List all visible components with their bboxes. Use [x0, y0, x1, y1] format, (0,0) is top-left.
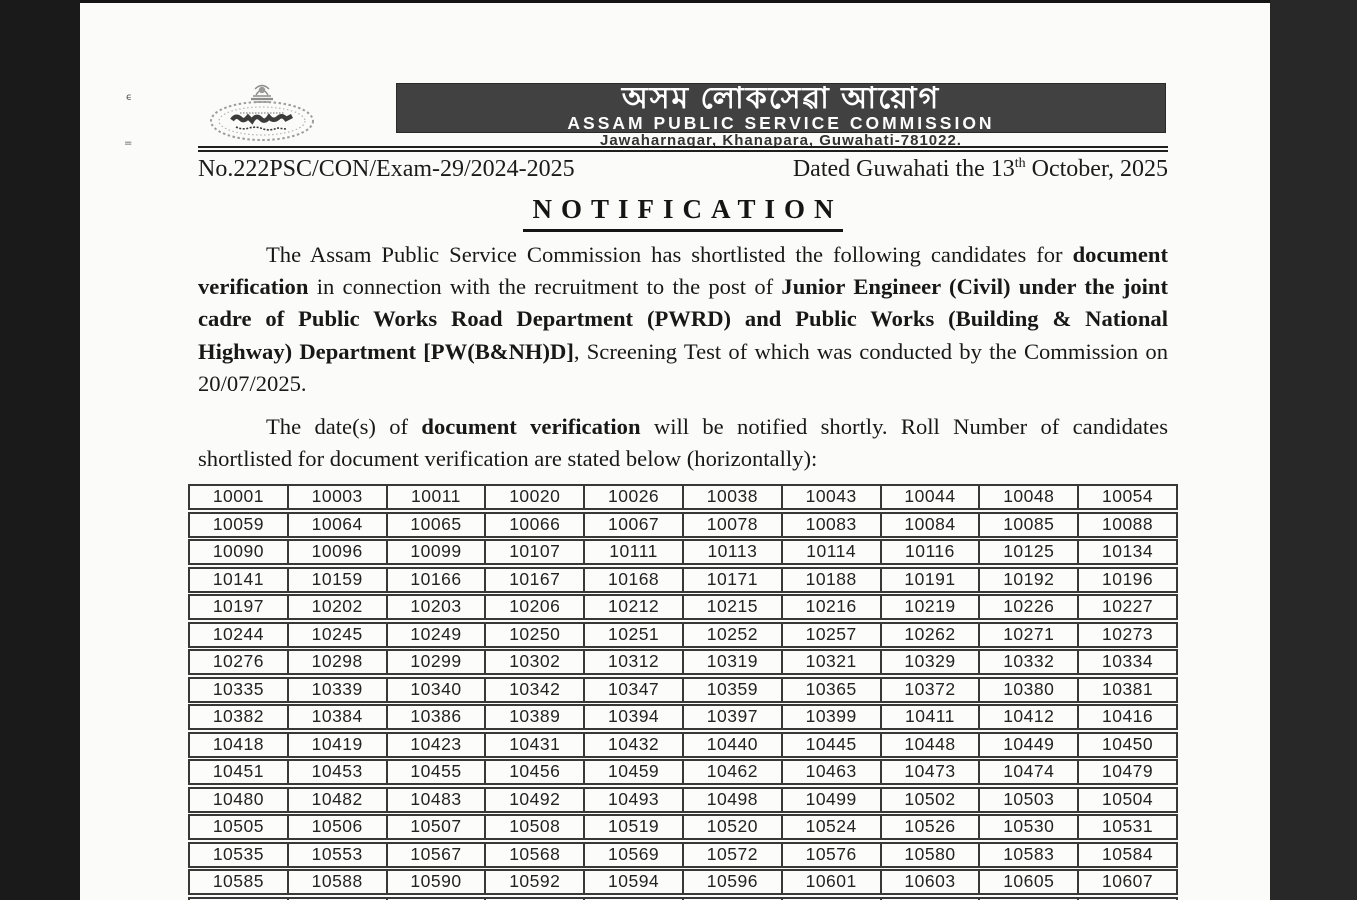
roll-number-cell: 10134: [1101, 541, 1154, 561]
roll-number-cell: 10594: [585, 871, 684, 893]
roll-number-cell: 10380: [980, 679, 1079, 701]
table-row: [188, 759, 1178, 785]
roll-number-cell: 10203: [388, 596, 487, 618]
roll-number-cell: 10479: [1101, 761, 1154, 781]
roll-number-cell: 10416: [1101, 706, 1154, 726]
roll-number-cell: 10462: [684, 761, 783, 783]
table-row: [188, 732, 1178, 758]
roll-number-cell: 10276: [190, 651, 289, 673]
notification-paragraph-1: [198, 239, 1168, 400]
roll-number-cell: 10365: [783, 679, 882, 701]
roll-number-cell: 10167: [486, 569, 585, 591]
header-divider: [198, 146, 1168, 152]
text-segment: The Assam Public Service Commission has shortlisted the following candidates for: [266, 242, 1073, 267]
roll-number-cell: 10498: [684, 789, 783, 811]
table-row: [188, 787, 1178, 813]
roll-number-cell: 10011: [388, 486, 487, 508]
roll-number-cell: 10067: [585, 514, 684, 536]
left-black-margin: [0, 0, 80, 900]
roll-number-cell: 10445: [783, 734, 882, 756]
table-row: [188, 484, 1178, 510]
roll-number-cell: 10453: [289, 761, 388, 783]
roll-number-cell: 10064: [289, 514, 388, 536]
roll-number-cell: 10088: [1101, 513, 1154, 534]
table-row: [188, 567, 1178, 593]
roll-number-cell: 10585: [190, 871, 289, 893]
roll-number-cell: 10431: [486, 734, 585, 756]
commission-banner: [396, 83, 1166, 133]
roll-number-cell: 10206: [486, 596, 585, 618]
roll-number-cell: 10262: [882, 624, 981, 646]
roll-number-cell: 10188: [783, 569, 882, 591]
roll-number-cell: 10090: [190, 541, 289, 563]
roll-number-cell: 10312: [585, 651, 684, 673]
roll-number-cell: 10244: [190, 624, 289, 646]
roll-number-cell: 10329: [882, 651, 981, 673]
roll-number-cell: 10212: [585, 596, 684, 618]
text-segment: , Screening Test of which was conducted by the Commission on 20/07/2025.: [198, 338, 1168, 396]
roll-number-cell: 10107: [486, 541, 585, 563]
roll-number-cell: 10332: [980, 651, 1079, 673]
table-row: [188, 704, 1178, 730]
roll-number-cell: 10347: [585, 679, 684, 701]
roll-number-cell: 10505: [190, 816, 289, 838]
roll-number-cell: 10048: [980, 486, 1079, 508]
roll-number-cell: 10026: [585, 486, 684, 508]
org-name-assamese: অসম লোকসেৱা আয়োগ: [621, 82, 941, 115]
roll-number-cell: 10335: [190, 679, 289, 701]
roll-number-cell: 10411: [882, 706, 981, 728]
roll-number-cell: 10605: [980, 871, 1079, 893]
roll-number-cell: 10397: [684, 706, 783, 728]
roll-number-cell: 10483: [388, 789, 487, 811]
roll-number-cell: 10499: [783, 789, 882, 811]
roll-number-cell: 10456: [486, 761, 585, 783]
roll-number-cell: 10319: [684, 651, 783, 673]
roll-number-cell: 10085: [980, 514, 1079, 536]
table-row: [188, 677, 1178, 703]
roll-number-cell: 10530: [980, 816, 1079, 838]
document-page: [80, 3, 1270, 900]
roll-number-cell: 10083: [783, 514, 882, 536]
roll-number-cell: 10065: [388, 514, 487, 536]
roll-number-cell: 10044: [882, 486, 981, 508]
roll-number-cell: 10531: [1101, 816, 1154, 836]
roll-number-cell: 10054: [1101, 486, 1154, 506]
right-black-margin: [1270, 0, 1357, 900]
roll-number-cell: 10250: [486, 624, 585, 646]
roll-number-cell: 10340: [388, 679, 487, 701]
roll-number-cell: 10507: [388, 816, 487, 838]
roll-number-cell: 10603: [882, 871, 981, 893]
roll-number-cell: 10394: [585, 706, 684, 728]
org-name-english: ASSAM PUBLIC SERVICE COMMISSION: [567, 113, 995, 133]
roll-number-cell: 10580: [882, 844, 981, 866]
roll-number-cell: 10432: [585, 734, 684, 756]
roll-number-cell: 10482: [289, 789, 388, 811]
roll-number-cell: 10226: [980, 596, 1079, 618]
text-segment: The date(s) of: [266, 414, 422, 439]
roll-number-cell: 10607: [1101, 871, 1154, 891]
table-row: [188, 539, 1178, 565]
roll-number-cell: 10508: [486, 816, 585, 838]
reference-row: [198, 155, 1168, 183]
roll-number-cell: 10389: [486, 706, 585, 728]
roll-number-cell: 10216: [783, 596, 882, 618]
roll-number-cell: 10418: [190, 734, 289, 756]
roll-number-cell: 10526: [882, 816, 981, 838]
roll-number-cell: 10302: [486, 651, 585, 673]
roll-number-cell: 10299: [388, 651, 487, 673]
roll-number-cell: 10059: [190, 514, 289, 536]
roll-number-cell: 10245: [289, 624, 388, 646]
scan-speck: =: [124, 138, 133, 149]
roll-number-cell: 10588: [289, 871, 388, 893]
roll-number-cell: 10342: [486, 679, 585, 701]
roll-number-cell: 10192: [980, 569, 1079, 591]
notification-date: [793, 155, 1168, 183]
roll-number-cell: 10043: [783, 486, 882, 508]
roll-number-cell: 10386: [388, 706, 487, 728]
table-row: [188, 512, 1178, 538]
table-row: [188, 622, 1178, 648]
roll-number-cell: 10493: [585, 789, 684, 811]
org-address: Jawaharnagar, Khanapara, Guwahati-781022.: [600, 132, 962, 149]
notification-paragraph-2: [198, 411, 1168, 475]
roll-number-cell: 10567: [388, 844, 487, 866]
roll-number-cell: 10459: [585, 761, 684, 783]
roll-number-cell: 10197: [190, 596, 289, 618]
roll-number-cell: 10125: [980, 541, 1079, 563]
bold-text-segment: document verification: [198, 242, 1168, 300]
roll-number-cell: 10359: [684, 679, 783, 701]
roll-number-cell: 10113: [684, 541, 783, 563]
table-row: [188, 869, 1178, 895]
assam-psc-emblem-icon: [206, 81, 318, 143]
date-text: Dated Guwahati the 13: [792, 156, 1015, 182]
roll-number-cell: 10572: [684, 844, 783, 866]
roll-number-cell: 10166: [388, 569, 487, 591]
roll-number-cell: 10191: [882, 569, 981, 591]
roll-number-cell: 10078: [684, 514, 783, 536]
roll-number-cell: 10202: [289, 596, 388, 618]
title-row: [198, 194, 1168, 232]
roll-number-cell: 10020: [486, 486, 585, 508]
roll-number-cell: 10227: [1101, 596, 1154, 616]
roll-number-cell: 10334: [1101, 651, 1154, 671]
reference-number: No.222PSC/CON/Exam-29/2024-2025: [198, 156, 575, 182]
roll-number-cell: 10503: [980, 789, 1079, 811]
roll-number-cell: 10372: [882, 679, 981, 701]
page-title: NOTIFICATION: [523, 194, 842, 232]
roll-number-cell: 10096: [289, 541, 388, 563]
roll-number-cell: 10159: [289, 569, 388, 591]
roll-number-cell: 10271: [980, 624, 1079, 646]
roll-number-cell: 10215: [684, 596, 783, 618]
roll-number-cell: 10038: [684, 486, 783, 508]
table-row-partial: [188, 897, 1178, 900]
roll-number-cell: 10001: [190, 486, 289, 508]
roll-number-cell: 10450: [1101, 733, 1154, 754]
roll-number-cell: 10568: [486, 844, 585, 866]
roll-number-cell: 10535: [190, 844, 289, 866]
table-row: [188, 814, 1178, 840]
roll-number-cell: 10492: [486, 789, 585, 811]
roll-number-cell: 10440: [684, 734, 783, 756]
roll-number-table: [188, 484, 1178, 900]
roll-number-cell: 10596: [684, 871, 783, 893]
roll-number-cell: 10298: [289, 651, 388, 673]
roll-number-cell: 10339: [289, 679, 388, 701]
roll-number-cell: 10583: [980, 844, 1079, 866]
date-text: October, 2025: [1025, 156, 1168, 182]
roll-number-cell: 10066: [486, 514, 585, 536]
roll-number-cell: 10419: [289, 734, 388, 756]
roll-number-cell: 10449: [980, 734, 1079, 756]
roll-number-cell: 10273: [1101, 623, 1154, 644]
roll-number-cell: 10506: [289, 816, 388, 838]
roll-number-cell: 10111: [585, 541, 684, 563]
table-row: [188, 594, 1178, 620]
roll-number-cell: 10171: [684, 569, 783, 591]
roll-number-cell: 10576: [783, 844, 882, 866]
table-row: [188, 842, 1178, 868]
roll-number-cell: 10321: [783, 651, 882, 673]
roll-number-cell: 10384: [289, 706, 388, 728]
roll-number-cell: 10590: [388, 871, 487, 893]
roll-number-cell: 10099: [388, 541, 487, 563]
roll-number-cell: 10520: [684, 816, 783, 838]
roll-number-cell: 10381: [1101, 678, 1154, 699]
roll-number-cell: 10168: [585, 569, 684, 591]
roll-number-cell: 10249: [388, 624, 487, 646]
roll-number-cell: 10592: [486, 871, 585, 893]
roll-number-cell: 10448: [882, 734, 981, 756]
roll-number-cell: 10502: [882, 789, 981, 811]
roll-number-cell: 10141: [190, 569, 289, 591]
roll-number-cell: 10480: [190, 789, 289, 811]
roll-number-cell: 10553: [289, 844, 388, 866]
roll-number-cell: 10252: [684, 624, 783, 646]
scan-speck: ϵ: [126, 92, 133, 103]
text-segment: will be notified shortly. Roll Number of candidates shortlisted for document verification are stated below (horizontally):: [198, 414, 1168, 472]
roll-number-cell: 10196: [1101, 568, 1154, 589]
roll-number-cell: 10463: [783, 761, 882, 783]
roll-number-cell: 10455: [388, 761, 487, 783]
roll-number-cell: 10114: [783, 541, 882, 563]
roll-number-cell: 10473: [882, 761, 981, 783]
roll-number-cell: 10474: [980, 761, 1079, 783]
roll-number-cell: 10584: [1101, 843, 1154, 864]
roll-number-cell: 10524: [783, 816, 882, 838]
table-row: [188, 649, 1178, 675]
roll-number-cell: 10257: [783, 624, 882, 646]
roll-number-cell: 10504: [1101, 788, 1154, 809]
roll-number-cell: 10382: [190, 706, 289, 728]
roll-number-cell: 10003: [289, 486, 388, 508]
roll-number-cell: 10451: [190, 761, 289, 783]
roll-number-cell: 10569: [585, 844, 684, 866]
roll-number-cell: 10519: [585, 816, 684, 838]
roll-number-cell: 10601: [783, 871, 882, 893]
roll-number-cell: 10116: [882, 541, 981, 563]
roll-number-cell: 10423: [388, 734, 487, 756]
bold-text-segment: document verification: [421, 414, 641, 439]
roll-number-cell: 10251: [585, 624, 684, 646]
date-ordinal-suffix: th: [1014, 156, 1026, 171]
roll-number-cell: 10399: [783, 706, 882, 728]
roll-number-cell: 10084: [882, 514, 981, 536]
roll-number-cell: 10412: [980, 706, 1079, 728]
bold-text-segment: Junior Engineer (Civil) under the joint cadre of Public Works Road Department (PWRD) and Public Works (Building & National Highway) Department [PW(B&NH)D]: [198, 274, 1169, 364]
roll-number-cell: 10219: [882, 596, 981, 618]
text-segment: in connection with the recruitment to the post of: [308, 274, 782, 300]
